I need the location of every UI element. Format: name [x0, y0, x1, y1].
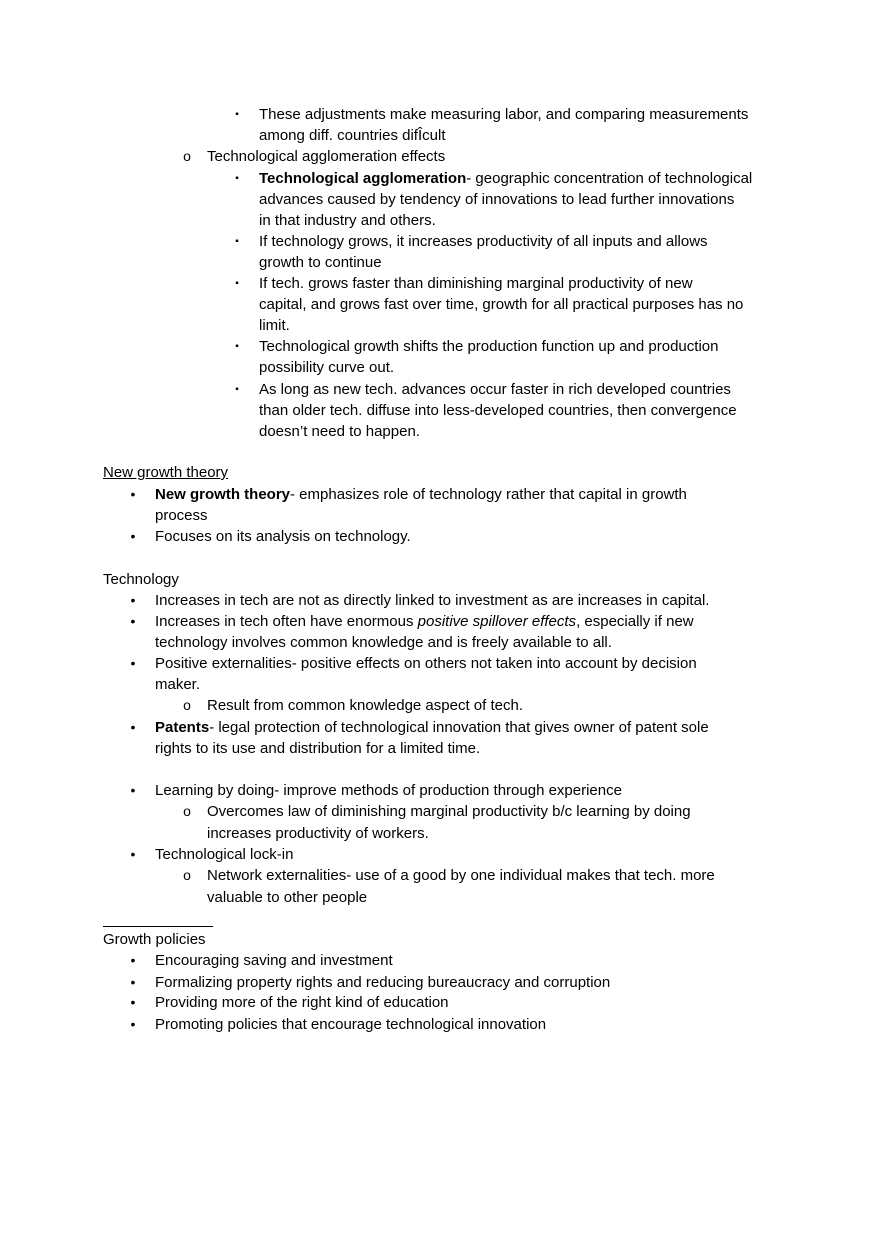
circle-bullet-icon: o [183, 697, 191, 713]
list-item-text: Learning by doing- improve methods of production through experience [155, 782, 622, 799]
definition-tech-agglomeration [259, 168, 752, 189]
list-item-text: growth to continue [259, 254, 382, 271]
bullet-icon: • [130, 528, 136, 544]
list-item-text: , especially if new [576, 613, 694, 630]
list-item-spillover [155, 611, 694, 632]
bullet-icon: • [130, 994, 136, 1010]
square-bullet-icon: ▪ [235, 384, 239, 395]
list-item-text: among diff. countries difÎcult [259, 127, 446, 144]
list-item-text: advances caused by tendency of innovations to lead further innovations [259, 191, 735, 208]
list-item-text: These adjustments make measuring labor, and comparing measurements [259, 106, 749, 123]
term-new-growth-theory: New growth theory [155, 486, 291, 503]
definition-text: - emphasizes role of technology rather that capital in growth [290, 486, 687, 503]
list-item-text: Technological lock-in [155, 846, 294, 863]
divider-rule [103, 926, 213, 927]
list-item-text: Increases in tech often have enormous [155, 613, 418, 630]
bullet-icon: • [130, 613, 136, 629]
definition-text: - legal protection of technological innovation that gives owner of patent sole [209, 719, 709, 736]
definition-text: - geographic concentration of technological [466, 170, 753, 187]
list-item-text: limit. [259, 317, 290, 334]
circle-bullet-icon: o [183, 803, 191, 819]
bullet-icon: • [130, 782, 136, 798]
square-bullet-icon: ▪ [235, 341, 239, 352]
list-item-text: technology involves common knowledge and is freely available to all. [155, 634, 612, 651]
square-bullet-icon: ▪ [235, 109, 239, 120]
square-bullet-icon: ▪ [235, 236, 239, 247]
list-item-text: Technological growth shifts the production function up and production [259, 338, 719, 355]
list-item-text: Result from common knowledge aspect of tech. [207, 697, 523, 714]
square-bullet-icon: ▪ [235, 278, 239, 289]
list-item-text: valuable to other people [207, 889, 368, 906]
bullet-icon: • [130, 846, 136, 862]
list-item-text: Network externalities- use of a good by one individual makes that tech. more [207, 867, 715, 884]
list-item: Promoting policies that encourage technological innovation [155, 1016, 547, 1033]
term-positive-spillover-effects: positive spillover effects [417, 613, 577, 630]
bullet-icon: • [130, 952, 136, 968]
bullet-icon: • [130, 719, 136, 735]
circle-bullet-icon: o [183, 148, 191, 164]
circle-bullet-icon: o [183, 867, 191, 883]
list-item-text: process [155, 507, 208, 524]
list-item-text: rights to its use and distribution for a limited time. [155, 740, 481, 757]
definition-patents [155, 717, 709, 738]
section-heading-technology: Technology [103, 571, 179, 588]
list-item-text: If technology grows, it increases productivity of all inputs and allows [259, 233, 708, 250]
section-heading-growth-policies: Growth policies [103, 931, 206, 948]
list-item-text: As long as new tech. advances occur faster in rich developed countries [259, 381, 731, 398]
list-item-text: than older tech. diffuse into less-developed countries, then convergence [259, 402, 737, 419]
list-item-text: doesn’t need to happen. [259, 423, 420, 440]
list-item-text: possibility curve out. [259, 359, 395, 376]
bullet-icon: • [130, 486, 136, 502]
section-heading-new-growth-theory: New growth theory [103, 464, 229, 481]
definition-new-growth-theory [155, 484, 687, 505]
term-tech-agglomeration: Technological agglomeration [259, 170, 467, 187]
list-item: Providing more of the right kind of education [155, 994, 449, 1011]
list-item: Encouraging saving and investment [155, 952, 393, 969]
list-item-text: If tech. grows faster than diminishing marginal productivity of new [259, 275, 693, 292]
square-bullet-icon: ▪ [235, 173, 239, 184]
list-item-text: Overcomes law of diminishing marginal productivity b/c learning by doing [207, 803, 691, 820]
subheading-tech-agglomeration-effects: Technological agglomeration effects [207, 148, 446, 165]
bullet-icon: • [130, 655, 136, 671]
list-item-text: Focuses on its analysis on technology. [155, 528, 411, 545]
list-item-text: maker. [155, 676, 201, 693]
bullet-icon: • [130, 1016, 136, 1032]
list-item-text: capital, and grows fast over time, growth for all practical purposes has no [259, 296, 744, 313]
list-item-text: Positive externalities- positive effects on others not taken into account by decision [155, 655, 697, 672]
list-item: Formalizing property rights and reducing bureaucracy and corruption [155, 974, 611, 991]
list-item-text: in that industry and others. [259, 212, 436, 229]
list-item-text: Increases in tech are not as directly linked to investment as are increases in capital. [155, 592, 710, 609]
term-patents: Patents [155, 719, 210, 736]
bullet-icon: • [130, 592, 136, 608]
list-item-text: increases productivity of workers. [207, 825, 429, 842]
bullet-icon: • [130, 974, 136, 990]
